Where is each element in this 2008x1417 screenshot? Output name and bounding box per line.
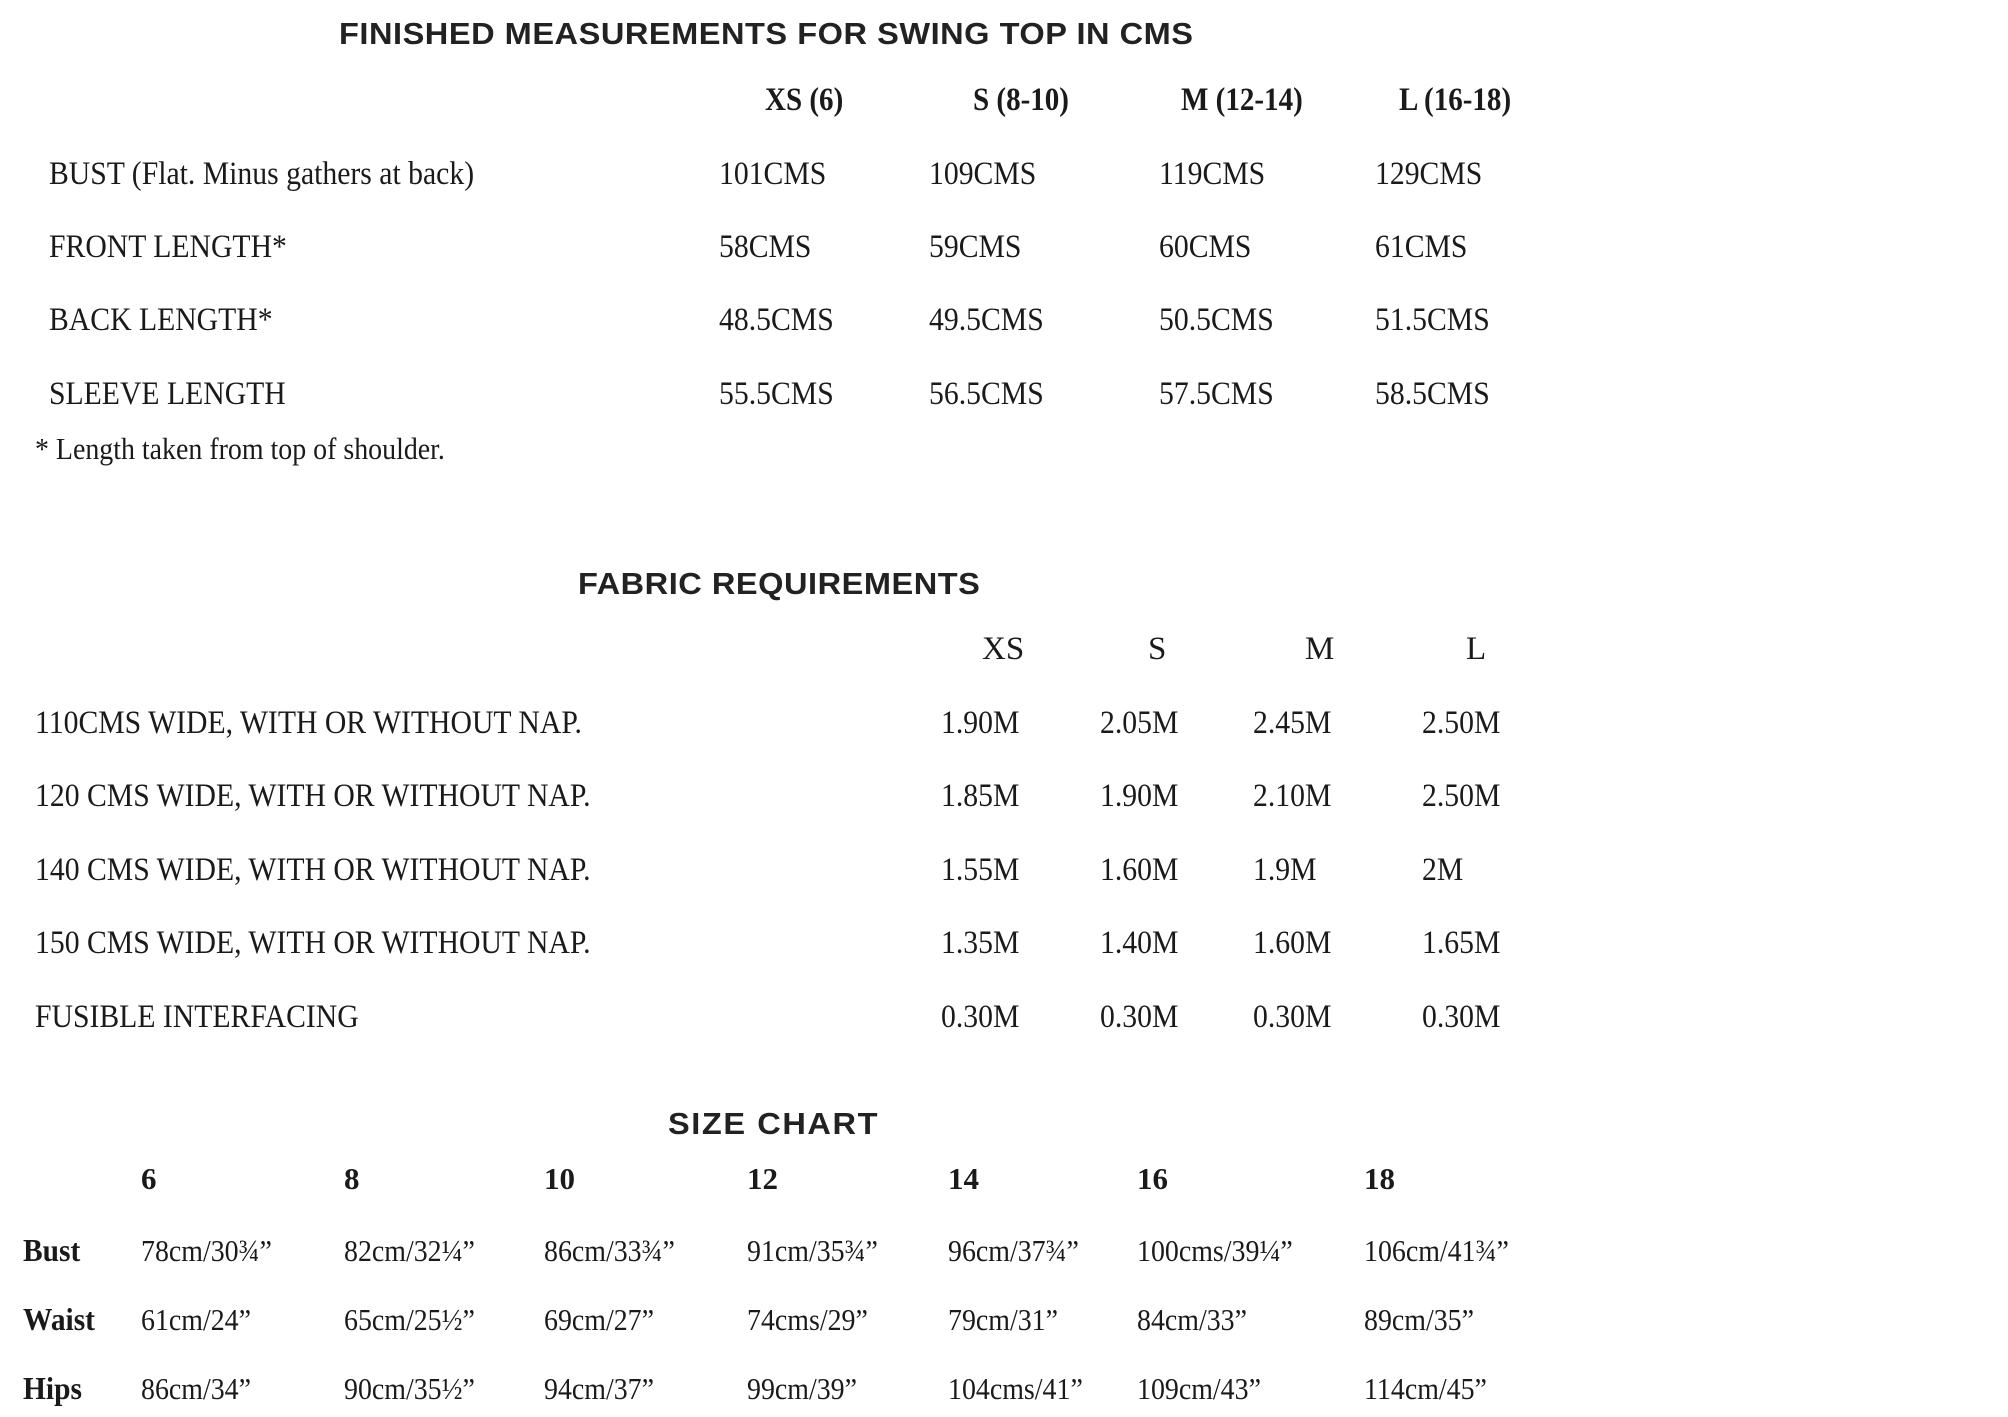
- cell-value: 114cm/45”: [1364, 1371, 1487, 1406]
- cell-value: 1.35M: [941, 925, 1020, 961]
- cell-value: 74cms/29”: [747, 1302, 868, 1337]
- cell-value: 1.65M: [1422, 925, 1501, 961]
- cell-value: 79cm/31”: [948, 1302, 1059, 1337]
- column-header: 8: [344, 1161, 360, 1196]
- column-header: 12: [747, 1161, 778, 1196]
- cell-value: 78cm/30¾”: [141, 1233, 272, 1268]
- cell-value: 101CMS: [719, 156, 827, 192]
- cell-value: 50.5CMS: [1159, 302, 1274, 338]
- row-label: 110CMS WIDE, WITH OR WITHOUT NAP.: [35, 705, 582, 741]
- row-label: BUST (Flat. Minus gathers at back): [49, 156, 475, 192]
- cell-value: 1.60M: [1253, 925, 1332, 961]
- cell-value: 94cm/37”: [544, 1371, 655, 1406]
- cell-value: 61CMS: [1375, 229, 1468, 265]
- column-header: M (12-14): [1181, 82, 1303, 118]
- cell-value: 86cm/34”: [141, 1371, 252, 1406]
- cell-value: 48.5CMS: [719, 302, 834, 338]
- cell-value: 119CMS: [1159, 156, 1266, 192]
- cell-value: 61cm/24”: [141, 1302, 252, 1337]
- cell-value: 109CMS: [929, 156, 1037, 192]
- cell-value: 129CMS: [1375, 156, 1483, 192]
- cell-value: 58CMS: [719, 229, 812, 265]
- cell-value: 90cm/35½”: [344, 1371, 475, 1406]
- cell-value: 1.40M: [1100, 925, 1179, 961]
- cell-value: 51.5CMS: [1375, 302, 1490, 338]
- cell-value: 2.05M: [1100, 705, 1179, 741]
- cell-value: 60CMS: [1159, 229, 1252, 265]
- cell-value: 2.45M: [1253, 705, 1332, 741]
- cell-value: 2M: [1422, 852, 1464, 888]
- row-label: Waist: [23, 1301, 95, 1337]
- finished-measurements-title: FINISHED MEASUREMENTS FOR SWING TOP IN CMS: [339, 16, 1194, 51]
- cell-value: 69cm/27”: [544, 1302, 655, 1337]
- cell-value: 65cm/25½”: [344, 1302, 475, 1337]
- cell-value: 59CMS: [929, 229, 1022, 265]
- cell-value: 1.90M: [1100, 778, 1179, 814]
- cell-value: 58.5CMS: [1375, 376, 1490, 412]
- column-header: XS: [982, 631, 1025, 667]
- cell-value: 109cm/43”: [1137, 1371, 1261, 1406]
- column-header: L (16-18): [1399, 82, 1512, 118]
- row-label: FRONT LENGTH*: [49, 229, 287, 265]
- cell-value: 91cm/35¾”: [747, 1233, 878, 1268]
- cell-value: 0.30M: [941, 999, 1020, 1035]
- cell-value: 86cm/33¾”: [544, 1233, 675, 1268]
- cell-value: 1.85M: [941, 778, 1020, 814]
- column-header: 18: [1364, 1161, 1395, 1196]
- cell-value: 82cm/32¼”: [344, 1233, 475, 1268]
- column-header: 16: [1137, 1161, 1168, 1196]
- cell-value: 1.9M: [1253, 852, 1317, 888]
- column-header: XS (6): [765, 82, 844, 118]
- cell-value: 99cm/39”: [747, 1371, 858, 1406]
- cell-value: 57.5CMS: [1159, 376, 1274, 412]
- row-label: 120 CMS WIDE, WITH OR WITHOUT NAP.: [35, 778, 591, 814]
- row-label: Hips: [23, 1370, 82, 1406]
- cell-value: 0.30M: [1100, 999, 1179, 1035]
- cell-value: 106cm/41¾”: [1364, 1233, 1509, 1268]
- cell-value: 84cm/33”: [1137, 1302, 1248, 1337]
- cell-value: 104cms/41”: [948, 1371, 1083, 1406]
- column-header: S: [1148, 631, 1167, 667]
- column-header: 6: [141, 1161, 157, 1196]
- cell-value: 49.5CMS: [929, 302, 1044, 338]
- row-label: SLEEVE LENGTH: [49, 376, 286, 412]
- cell-value: 1.60M: [1100, 852, 1179, 888]
- row-label: Bust: [23, 1232, 81, 1268]
- cell-value: 2.50M: [1422, 778, 1501, 814]
- column-header: M: [1305, 631, 1335, 667]
- column-header: S (8-10): [973, 82, 1069, 118]
- column-header: L: [1466, 631, 1487, 667]
- cell-value: 1.90M: [941, 705, 1020, 741]
- cell-value: 0.30M: [1422, 999, 1501, 1035]
- cell-value: 89cm/35”: [1364, 1302, 1475, 1337]
- cell-value: 2.10M: [1253, 778, 1332, 814]
- cell-value: 96cm/37¾”: [948, 1233, 1079, 1268]
- column-header: 14: [948, 1161, 979, 1196]
- cell-value: 0.30M: [1253, 999, 1332, 1035]
- column-header: 10: [544, 1161, 575, 1196]
- row-label: 150 CMS WIDE, WITH OR WITHOUT NAP.: [35, 925, 591, 961]
- row-label: BACK LENGTH*: [49, 302, 273, 338]
- row-label: 140 CMS WIDE, WITH OR WITHOUT NAP.: [35, 852, 591, 888]
- fabric-requirements-title: FABRIC REQUIREMENTS: [578, 566, 981, 601]
- row-label: FUSIBLE INTERFACING: [35, 999, 359, 1035]
- size-chart-title: SIZE CHART: [668, 1106, 880, 1141]
- cell-value: 55.5CMS: [719, 376, 834, 412]
- cell-value: 56.5CMS: [929, 376, 1044, 412]
- footnote: * Length taken from top of shoulder.: [35, 431, 445, 466]
- cell-value: 1.55M: [941, 852, 1020, 888]
- cell-value: 2.50M: [1422, 705, 1501, 741]
- cell-value: 100cms/39¼”: [1137, 1233, 1293, 1268]
